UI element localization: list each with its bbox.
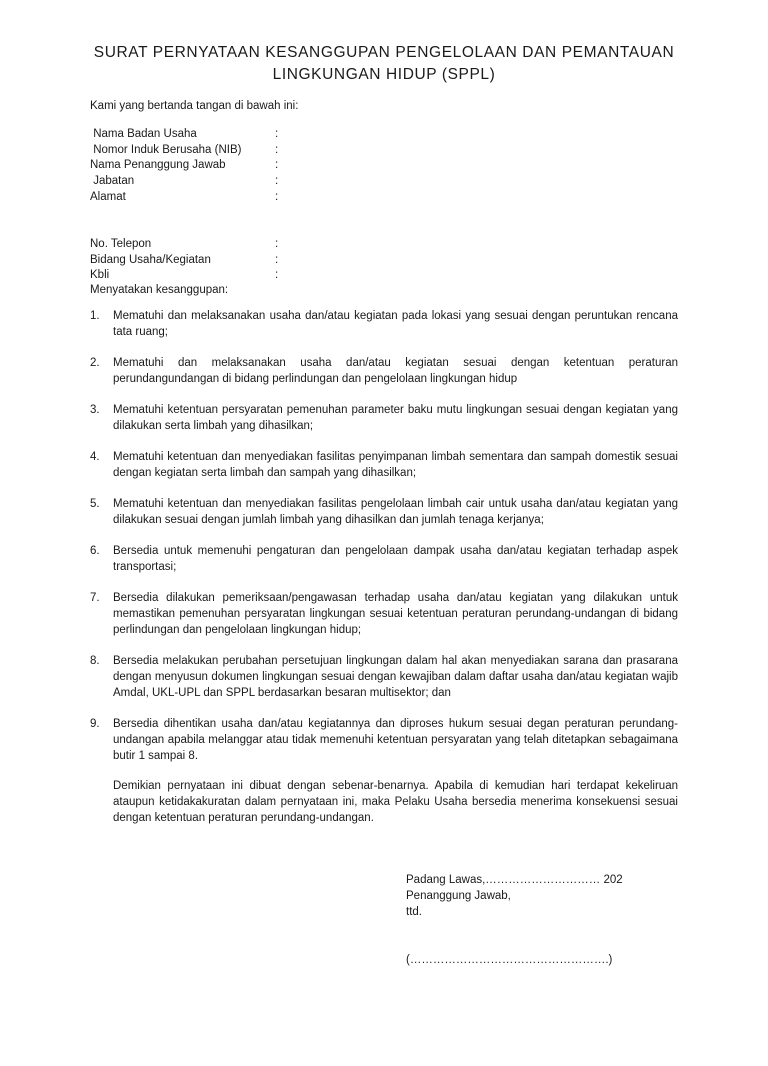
intro-text: Kami yang bertanda tangan di bawah ini: xyxy=(90,100,299,112)
signer-role: Penanggung Jawab, xyxy=(406,890,511,902)
field-telepon xyxy=(90,236,678,252)
field-colon: : xyxy=(275,175,279,188)
document-page xyxy=(0,42,768,1066)
field-label: Jabatan xyxy=(90,175,135,188)
field-label: Nomor Induk Berusaha (NIB) xyxy=(90,143,242,156)
closing-paragraph: Demikian pernyataan ini dibuat dengan sebenar-benarnya. Apabila di kemudian hari terdapat kekeliruan ataupun ketidakakuratan dalam pernyataan ini, maka Pelaku Usaha bersedia menerima konsekuensi sesuai dengan ketentuan peraturan perundang-undangan. xyxy=(113,780,678,825)
field-colon: : xyxy=(275,237,279,250)
field-colon: : xyxy=(275,143,279,156)
item-text: Bersedia melakukan perubahan persetujuan lingkungan dalam hal akan menyediakan sarana dan prasarana dengan menyusun dokumen lingkungan sesuai dengan kewajiban dalam daftar usaha dan/atau kegiatan wajib Amdal, UKL-UPL dan SPPL berdasarkan besaran multisektor; dan xyxy=(113,655,678,700)
list-item xyxy=(90,449,678,481)
list-item xyxy=(90,716,678,764)
field-colon: : xyxy=(275,191,279,204)
field-label: Nama Penanggung Jawab xyxy=(90,159,226,172)
item-text: Bersedia untuk memenuhi pengaturan dan pengelolaan dampak usaha dan/atau kegiatan terhadap aspek transportasi; xyxy=(113,545,678,574)
field-colon: : xyxy=(275,127,279,140)
field-label: Alamat xyxy=(90,191,126,204)
address-spacer xyxy=(90,205,678,236)
item-number: 7. xyxy=(90,592,100,605)
item-number: 9. xyxy=(90,718,100,731)
list-item xyxy=(90,653,678,701)
item-text: Bersedia dihentikan usaha dan/atau kegiatannya dan diproses hukum sesuai degan peraturan perundang-undangan apabila melanggar atau tidak memenuhi ketentuan persyaratan yang telah ditetapkan sebagaimana butir 1 sampai 8. xyxy=(113,718,678,763)
item-text: Bersedia dilakukan pemeriksaan/pengawasan terhadap usaha dan/atau kegiatan yang dilakukan untuk memastikan pemenuhan persyaratan lingkungan sesuai ketentuan peraturan perundang-undangan di bidang perlindungan dan pengelolaan lingkungan hidup; xyxy=(113,592,678,637)
item-number: 4. xyxy=(90,451,100,464)
item-text: Mematuhi ketentuan persyaratan pemenuhan parameter baku mutu lingkungan sesuai dengan kegiatan yang dilakukan serta limbah yang dihasilkan; xyxy=(113,404,678,433)
field-colon: : xyxy=(275,253,279,266)
list-item xyxy=(90,308,678,340)
place-date: Padang Lawas,………………………… 202 xyxy=(406,874,623,886)
list-item xyxy=(90,355,678,387)
field-jabatan xyxy=(90,173,678,189)
item-number: 2. xyxy=(90,357,100,370)
field-nib xyxy=(90,142,678,158)
field-label: No. Telepon xyxy=(90,237,152,250)
ttd-label: ttd. xyxy=(406,906,422,918)
document-title xyxy=(90,42,678,86)
field-kbli xyxy=(90,268,678,284)
declaration-heading: Menyatakan kesanggupan: xyxy=(90,284,229,297)
field-alamat xyxy=(90,189,678,205)
item-text: Mematuhi dan melaksanakan usaha dan/atau kegiatan pada lokasi yang sesuai dengan peruntukan rencana tata ruang; xyxy=(113,310,678,339)
item-number: 3. xyxy=(90,404,100,417)
field-label: Nama Badan Usaha xyxy=(90,127,197,140)
field-bidang-usaha xyxy=(90,252,678,268)
commitment-list xyxy=(90,308,678,764)
signer-name-placeholder: (…………………………………………….) xyxy=(406,954,613,966)
item-text: Mematuhi ketentuan dan menyediakan fasilitas pengelolaan limbah cair untuk usaha dan/atau kegiatan yang dilakukan sesuai dengan jumlah limbah yang dihasilkan dan jumlah tenaga kerjanya; xyxy=(113,498,678,527)
field-nama-badan-usaha xyxy=(90,126,678,142)
list-item xyxy=(90,496,678,528)
item-number: 8. xyxy=(90,655,100,668)
item-number: 6. xyxy=(90,545,100,558)
field-colon: : xyxy=(275,269,279,282)
signature-block xyxy=(406,872,623,920)
field-label: Bidang Usaha/Kegiatan xyxy=(90,253,211,266)
title-line-1: SURAT PERNYATAAN KESANGGUPAN PENGELOLAAN DAN PEMANTAUAN xyxy=(93,44,675,61)
title-line-2: LINGKUNGAN HIDUP (SPPL) xyxy=(272,66,496,83)
list-item xyxy=(90,543,678,575)
field-colon: : xyxy=(275,159,279,172)
item-text: Mematuhi dan melaksanakan usaha dan/atau kegiatan sesuai dengan ketentuan peraturan perundangundangan di bidang perlindungan dan pengelolaan lingkungan hidup xyxy=(113,357,678,386)
field-label: Kbli xyxy=(90,269,110,282)
item-number: 1. xyxy=(90,310,100,323)
list-item xyxy=(90,402,678,434)
field-penanggung-jawab xyxy=(90,158,678,174)
item-text: Mematuhi ketentuan dan menyediakan fasilitas penyimpanan limbah sementara dan sampah domestik sesuai dengan kegiatan serta limbah dan sampah yang dihasilkan; xyxy=(113,451,678,480)
item-number: 5. xyxy=(90,498,100,511)
identity-fields xyxy=(90,126,678,283)
list-item xyxy=(90,590,678,638)
